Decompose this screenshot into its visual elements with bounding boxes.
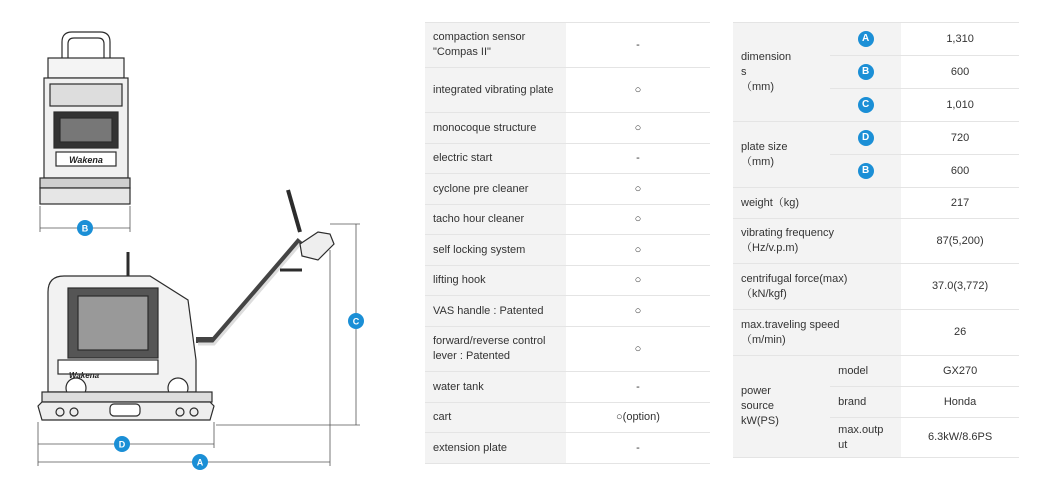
- spec-row-weight: [733, 188, 1019, 219]
- power-output-value: 6.3kW/8.6PS: [901, 418, 1019, 458]
- feature-label: forward/reverse control lever : Patented: [425, 327, 566, 372]
- feature-label: water tank: [425, 372, 566, 403]
- feature-value: ○: [566, 266, 710, 296]
- feature-row: [425, 174, 710, 205]
- spec-row-max-speed: [733, 310, 1019, 356]
- feature-row: [425, 433, 710, 464]
- feature-value: -: [566, 372, 710, 403]
- spec-row-power-model: [733, 356, 1019, 387]
- feature-row: [425, 372, 710, 403]
- spec-row-dimensions-a: [733, 23, 1019, 56]
- feature-label: self locking system: [425, 235, 566, 266]
- label-d: D: [118, 439, 126, 450]
- dimension-b-value: 600: [901, 56, 1019, 89]
- spec-label-power-source: power source kW(PS): [733, 356, 830, 458]
- spec-value-weight: 217: [901, 188, 1019, 219]
- feature-value: -: [566, 23, 710, 68]
- plate-d-badge: D: [830, 122, 901, 155]
- front-view: [40, 32, 130, 204]
- feature-table: [425, 22, 710, 464]
- feature-label: cart: [425, 403, 566, 433]
- feature-row: [425, 235, 710, 266]
- side-view-brand: Wakena: [68, 371, 100, 380]
- feature-value: ○: [566, 296, 710, 327]
- spec-row-centrifugal-force: [733, 264, 1019, 310]
- feature-row: [425, 205, 710, 235]
- label-a: A: [196, 457, 204, 468]
- feature-row: [425, 144, 710, 174]
- feature-label: integrated vibrating plate: [425, 68, 566, 113]
- feature-value: ○: [566, 205, 710, 235]
- dimension-a-badge: A: [830, 23, 901, 56]
- plate-b-value: 600: [901, 155, 1019, 188]
- feature-value: ○: [566, 68, 710, 113]
- feature-row: [425, 327, 710, 372]
- dimension-a-value: 1,310: [901, 23, 1019, 56]
- feature-label: tacho hour cleaner: [425, 205, 566, 235]
- spec-label-vibrating-frequency: vibrating frequency （Hz/v.p.m): [733, 219, 901, 264]
- spec-label-plate-size: plate size （mm): [733, 122, 830, 188]
- dimension-c-badge: C: [830, 89, 901, 122]
- spec-value-vibrating-frequency: 87(5,200): [901, 219, 1019, 264]
- feature-value: ○: [566, 327, 710, 372]
- feature-value: -: [566, 433, 710, 464]
- feature-label: compaction sensor "Compas II": [425, 23, 566, 68]
- dimension-b-badge: B: [830, 56, 901, 89]
- dimension-c-value: 1,010: [901, 89, 1019, 122]
- feature-row: [425, 23, 710, 68]
- feature-label: cyclone pre cleaner: [425, 174, 566, 205]
- feature-row: [425, 266, 710, 296]
- spec-value-max-speed: 26: [901, 310, 1019, 356]
- feature-value: ○(option): [566, 403, 710, 433]
- feature-row: [425, 403, 710, 433]
- feature-label: electric start: [425, 144, 566, 174]
- front-view-brand: Wakena: [69, 155, 103, 165]
- machine-drawing: [0, 0, 400, 489]
- plate-b-badge: B: [830, 155, 901, 188]
- spec-label-dimensions: dimension s （mm): [733, 23, 830, 122]
- feature-value: ○: [566, 174, 710, 205]
- feature-label: VAS handle : Patented: [425, 296, 566, 327]
- feature-label: extension plate: [425, 433, 566, 464]
- power-model-value: GX270: [901, 356, 1019, 387]
- feature-row: [425, 113, 710, 144]
- feature-value: ○: [566, 235, 710, 266]
- feature-label: lifting hook: [425, 266, 566, 296]
- spec-table: [733, 22, 1019, 458]
- spec-label-weight: weight（kg): [733, 188, 901, 219]
- feature-value: -: [566, 144, 710, 174]
- power-brand-label: brand: [830, 387, 901, 418]
- spec-row-vibrating-frequency: [733, 219, 1019, 264]
- label-b-top: B: [81, 223, 89, 234]
- spec-value-centrifugal-force: 37.0(3,772): [901, 264, 1019, 310]
- feature-value: ○: [566, 113, 710, 144]
- power-brand-value: Honda: [901, 387, 1019, 418]
- spec-label-max-speed: max.traveling speed （m/min): [733, 310, 901, 356]
- label-c: C: [352, 316, 360, 327]
- feature-row: [425, 296, 710, 327]
- spec-row-plate-d: [733, 122, 1019, 155]
- feature-label: monocoque structure: [425, 113, 566, 144]
- spec-label-centrifugal-force: centrifugal force(max) （kN/kgf): [733, 264, 901, 310]
- plate-d-value: 720: [901, 122, 1019, 155]
- power-model-label: model: [830, 356, 901, 387]
- feature-row: [425, 68, 710, 113]
- power-output-label: max.outp ut: [830, 418, 901, 458]
